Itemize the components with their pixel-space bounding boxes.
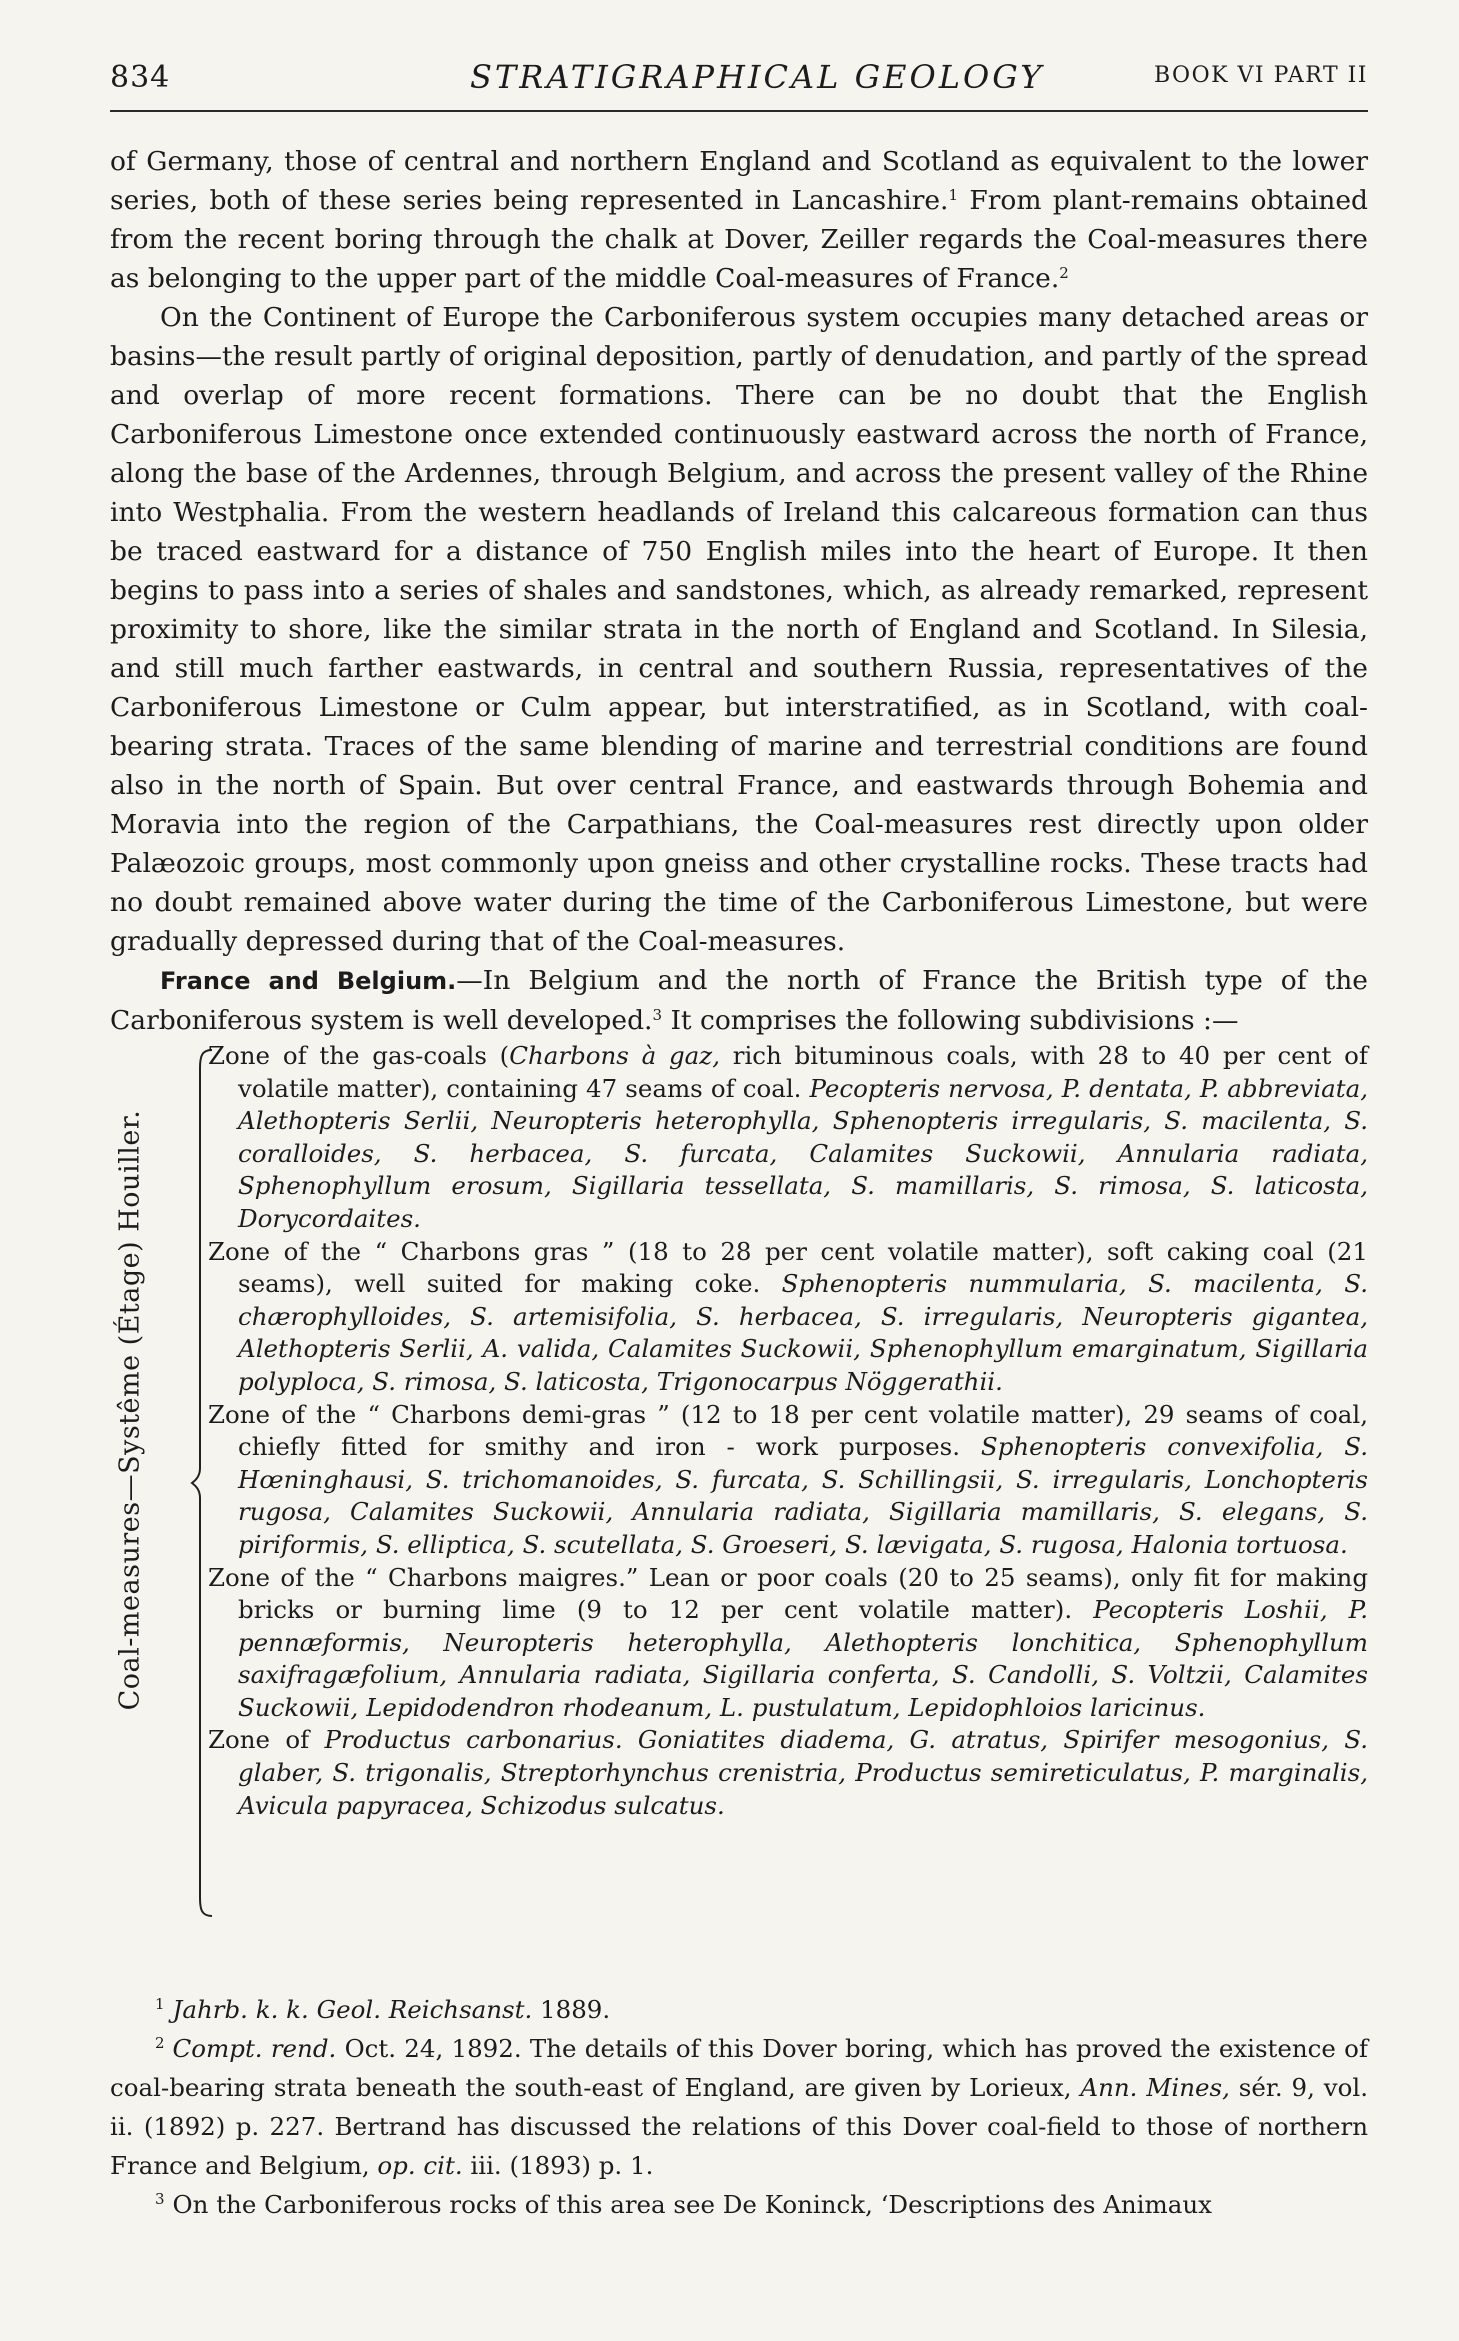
footnote-ref-2[interactable]: 2 <box>1059 264 1069 282</box>
paragraph-3: France and Belgium.—In Belgium and the north of France the British type of the Carboniferous system is well developed.$^3$ It comprises the following subdivisions :— <box>110 965 1368 1036</box>
zone-charbons-demi-gras: Zone of the “ Charbons demi-gras ” (12 to 18 per cent volatile matter), 29 seams of coal, chiefly fitted for smithy and iron - work purposes. Sphenopteris convexifolia, S. Hœninghausi, S. trichomanoides, S. furcata, S. Schillingsii, S. irregularis, Lonchopteris rugosa, Calamites Suckowii, Annularia radiata, Sigillaria mamillaris, S. elegans, S. piriformis, S. elliptica, S. scutellata, S. Groeseri, S. lævigata, S. rugosa, Halonia tortuosa. <box>208 1399 1368 1559</box>
footnote-3: $^3$ On the Carboniferous rocks of this area see De Koninck, ‘Descriptions des Animaux <box>155 2190 1212 2219</box>
zone-list <box>208 1040 1368 1822</box>
paragraph-2: On the Continent of Europe the Carboniferous system occupies many detached areas or basins—the result partly of original deposition, partly of denudation, and partly of the spread and overlap of more recent formations. There can be no doubt that the English Carboniferous Limestone once extended continuously eastward across the north of France, along the base of the Ardennes, through Belgium, and across the present valley of the Rhine into Westphalia. From the western headlands of Ireland this calcareous formation can thus be traced eastward for a distance of 750 English miles into the heart of Europe. It then begins to pass into a series of shales and sandstones, which, as already remarked, represent proximity to shore, like the similar strata in the north of England and Scotland. In Silesia, and still much farther eastwards, in central and southern Russia, representatives of the Carboniferous Limestone or Culm appear, but interstratified, as in Scotland, with coal-bearing strata. Traces of the same blending of marine and terrestrial conditions are found also in the north of Spain. But over central France, and eastwards through Bohemia and Moravia into the region of the Carpathians, the Coal-measures rest directly upon older Palæozoic groups, most commonly upon gneiss and other crystalline rocks. These tracts had no doubt remained above water during the time of the Carboniferous Limestone, but were gradually depressed during that of the Coal-measures. <box>110 302 1368 957</box>
bracket-side-label: Coal-measures—Systême (Étage) Houiller. <box>114 1109 146 1711</box>
zone-charbons-maigres: Zone of the “ Charbons maigres.” Lean or poor coals (20 to 25 seams), only fit for making bricks or burning lime (9 to 12 per cent volatile matter). Pecopteris Loshii, P. pennæformis, Neuropteris heterophylla, Alethopteris lonchitica, Sphenophyllum saxifragæfolium, Annularia radiata, Sigillaria conferta, S. Candolli, S. Voltzii, Calamites Suckowii, Lepidodendron rhodeanum, L. pustulatum, Lepidophloios laricinus. <box>208 1562 1368 1722</box>
page-number: 834 <box>110 60 171 95</box>
paragraph-1: of Germany, those of central and northern England and Scotland as equivalent to the lower series, both of these series being represented in Lancashire.$^1$ From plant-remains obtained from the recent boring through the chalk at Dover, Zeiller regards the Coal-measures there as belonging to the upper part of the middle Coal-measures of France.$^2$ <box>110 146 1369 294</box>
zone-charbons-gras: Zone of the “ Charbons gras ” (18 to 28 per cent volatile matter), soft caking coal (21 seams), well suited for making coke. Sphenopteris nummularia, S. macilenta, S. chærophylloides, S. artemisifolia, S. herbacea, S. irregularis, Neuropteris gigantea, Alethopteris Serlii, A. valida, Calamites Suckowii, Sphenophyllum emarginatum, Sigillaria polyploca, S. rimosa, S. laticosta, Trigonocarpus Nöggerathii. <box>208 1236 1369 1396</box>
page <box>110 50 1368 1924</box>
footnote-ref-3[interactable]: 3 <box>652 1006 663 1024</box>
footnote-2: $^2$ Compt. rend. Oct. 24, 1892. The details of this Dover boring, which has proved the existence of coal-bearing strata beneath the south-east of England, are given by Lorieux, Ann. Mines, sér. 9, vol. ii. (1892) p. 227. Bertrand has discussed the relations of this Dover coal-field to those of northern France and Belgium, op. cit. iii. (1893) p. 1. <box>110 2034 1368 2180</box>
running-header <box>110 50 1368 112</box>
body-text <box>110 142 1368 1040</box>
section-heading: France and Belgium. <box>160 967 457 995</box>
running-title: STRATIGRAPHICAL GEOLOGY <box>470 58 1045 96</box>
subdivisions-table <box>110 1040 1368 1924</box>
zone-gas-coals: Zone of the gas-coals (Charbons à gaz, rich bituminous coals, with 28 to 40 per cent of volatile matter), containing 47 seams of coal. Pecopteris nervosa, P. dentata, P. abbreviata, Alethopteris Serlii, Neuropteris heterophylla, Sphenopteris irregularis, S. macilenta, S. coralloides, S. herbacea, S. furcata, Calamites Suckowii, Annularia radiata, Sphenophyllum erosum, Sigillaria tessellata, S. mamillaris, S. rimosa, S. laticosta, Dorycordaites. <box>208 1041 1369 1233</box>
book-part: BOOK VI PART II <box>1153 63 1368 88</box>
zone-productus: Zone of Productus carbonarius. Goniatites diadema, G. atratus, Spirifer mesogonius, S. glaber, S. trigonalis, Streptorhynchus crenistria, Productus semireticulatus, P. marginalis, Avicula papyracea, Schizodus sulcatus. <box>208 1725 1368 1820</box>
footnotes <box>110 1990 1368 2224</box>
footnote-ref-1[interactable]: 1 <box>948 186 959 204</box>
footnote-1: $^1$ Jahrb. k. k. Geol. Reichsanst. 1889. <box>155 1995 611 2024</box>
